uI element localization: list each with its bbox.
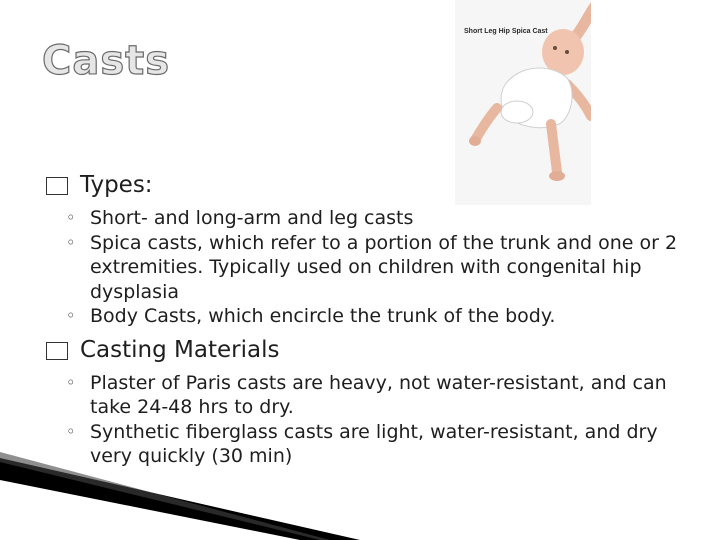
list-item-text: Body Casts, which encircle the trunk of the body. (90, 305, 556, 327)
bullet-content (46, 170, 686, 469)
sub-list (46, 206, 686, 329)
section-heading (46, 335, 686, 365)
ring-bullet-icon: ◦ (66, 208, 76, 227)
ring-bullet-icon: ◦ (66, 232, 76, 252)
list-item (46, 371, 686, 420)
ring-bullet-icon: ◦ (66, 306, 76, 325)
ring-bullet-icon: ◦ (66, 421, 76, 441)
section-heading-text: Casting Materials (80, 336, 280, 363)
checkbox-bullet-icon (46, 177, 68, 195)
slide-title: Casts (42, 38, 171, 84)
list-item-text: Synthetic fiberglass casts are light, water-resistant, and dry very quickly (30 min) (90, 420, 658, 467)
list-item-text: Plaster of Paris casts are heavy, not water-resistant, and can take 24-48 hrs to dry. (90, 371, 667, 418)
section-heading (46, 170, 686, 200)
ring-bullet-icon: ◦ (66, 372, 76, 392)
list-item-text: Short- and long-arm and leg casts (90, 207, 414, 229)
section-types (46, 170, 686, 329)
list-item (46, 231, 686, 305)
list-item (46, 206, 686, 231)
list-item (46, 304, 686, 329)
section-heading-text: Types: (80, 172, 153, 198)
decorative-swoosh (0, 440, 720, 540)
figure-caption: Short Leg Hip Spica Cast (464, 28, 548, 35)
list-item-text: Spica casts, which refer to a portion of the trunk and one or 2 extremities. Typically used on children with congenital hip dysplasia (90, 231, 678, 303)
checkbox-bullet-icon (46, 342, 68, 360)
